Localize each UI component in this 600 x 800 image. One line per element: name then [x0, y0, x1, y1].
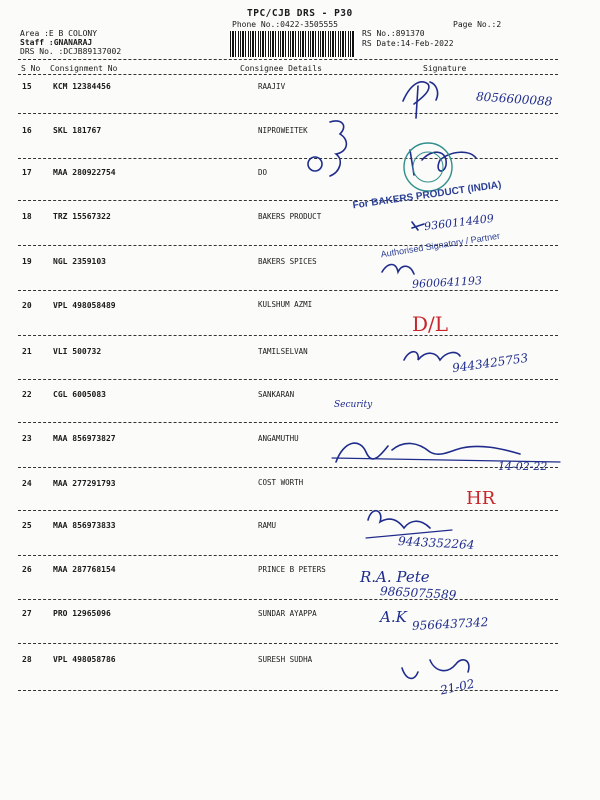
row-consignment: TRZ 15567322: [53, 212, 111, 221]
row-sno: 16: [22, 126, 32, 135]
row-sno: 20: [22, 301, 32, 310]
area-label: Area :E B COLONY: [20, 29, 98, 38]
handwritten-initials-r27: A.K: [380, 608, 407, 626]
handwritten-phone-r19: 9600641193: [411, 274, 483, 291]
row-consignee: KULSHUM AZMI: [258, 300, 313, 309]
row-consignment: CGL 6005083: [53, 390, 106, 399]
row-consignee: ANGAMUTHU: [258, 434, 299, 443]
row-consignment: PRO 12965096: [53, 609, 111, 618]
handwritten-phone-r21: 9443425753: [451, 350, 529, 376]
handwritten-phone-r18: 9360114409: [423, 211, 495, 234]
row-consignment: KCM 12384456: [53, 82, 111, 91]
page-number: Page No.:2: [453, 20, 502, 29]
handwritten-phone-r27: 9566437342: [411, 615, 489, 633]
row-consignee: COST WORTH: [258, 478, 304, 487]
row-consignee: RAAJIV: [258, 82, 286, 91]
row-sno: 28: [22, 655, 32, 664]
row-consignee: TAMILSELVAN: [258, 347, 308, 356]
row-sno: 19: [22, 257, 32, 266]
handwritten-date-r28: 21-02: [438, 676, 476, 698]
stamp-role: Authorised Signatory / Partner: [379, 230, 501, 260]
row-consignment: MAA 856973827: [53, 434, 116, 443]
row-consignee: BAKERS PRODUCT: [258, 212, 322, 221]
col-consignee: Consignee Details: [240, 64, 322, 73]
row-sno: 26: [22, 565, 32, 574]
row-sno: 18: [22, 212, 32, 221]
sheet-title: TPC/CJB DRS - P30: [247, 8, 353, 19]
handwritten-name-r26: R.A. Pete: [360, 568, 430, 586]
row-consignment: SKL 181767: [53, 126, 102, 135]
handwritten-note-r22: Security: [334, 400, 373, 410]
handwritten-mark-dl: D/L: [412, 312, 449, 336]
row-consignee: DO: [258, 168, 268, 177]
row-consignment: VPL 498058489: [53, 301, 116, 310]
row-consignee: SUNDAR AYAPPA: [258, 609, 317, 618]
col-signature: Signature: [423, 64, 467, 73]
phone-number: Phone No.:0422-3505555: [232, 20, 338, 29]
handwritten-phone-r26: 9865075589: [379, 584, 457, 602]
row-consignment: MAA 277291793: [53, 479, 116, 488]
handwritten-mark-hr: HR: [466, 488, 496, 509]
row-sno: 21: [22, 347, 32, 356]
row-consignment: VLI 500732: [53, 347, 102, 356]
row-sno: 25: [22, 521, 32, 530]
row-consignee: NIPROWEITEK: [258, 126, 308, 135]
row-consignee: BAKERS SPICES: [258, 257, 317, 266]
handwritten-phone-r15: 8056600088: [475, 89, 553, 109]
rs-date: RS Date:14-Feb-2022: [362, 39, 454, 48]
row-sno: 15: [22, 82, 32, 91]
row-sno: 17: [22, 168, 32, 177]
row-sno: 22: [22, 390, 32, 399]
handwritten-phone-r25: 9443352264: [397, 534, 475, 552]
row-consignment: MAA 280922754: [53, 168, 116, 177]
col-consignment: Consignment No: [50, 64, 118, 73]
col-sno: S No: [21, 64, 41, 73]
drs-number: DRS No. :DCJB89137002: [20, 47, 122, 56]
row-consignee: SANKARAN: [258, 390, 295, 399]
row-sno: 27: [22, 609, 32, 618]
row-consignee: RAMU: [258, 521, 277, 530]
row-sno: 24: [22, 479, 32, 488]
row-consignment: MAA 287768154: [53, 565, 116, 574]
rs-number: RS No.:891370: [362, 29, 425, 38]
handwritten-date-r23: 14-02-22: [498, 460, 548, 473]
row-sno: 23: [22, 434, 32, 443]
row-consignment: MAA 856973833: [53, 521, 116, 530]
row-consignee: PRINCE B PETERS: [258, 565, 326, 574]
stamp-company: For BAKERS PRODUCT (INDIA): [351, 179, 503, 212]
row-consignment: NGL 2359103: [53, 257, 106, 266]
row-consignment: VPL 498058786: [53, 655, 116, 664]
row-consignee: SURESH SUDHA: [258, 655, 313, 664]
staff-label: Staff :GNANARAJ: [20, 38, 93, 47]
